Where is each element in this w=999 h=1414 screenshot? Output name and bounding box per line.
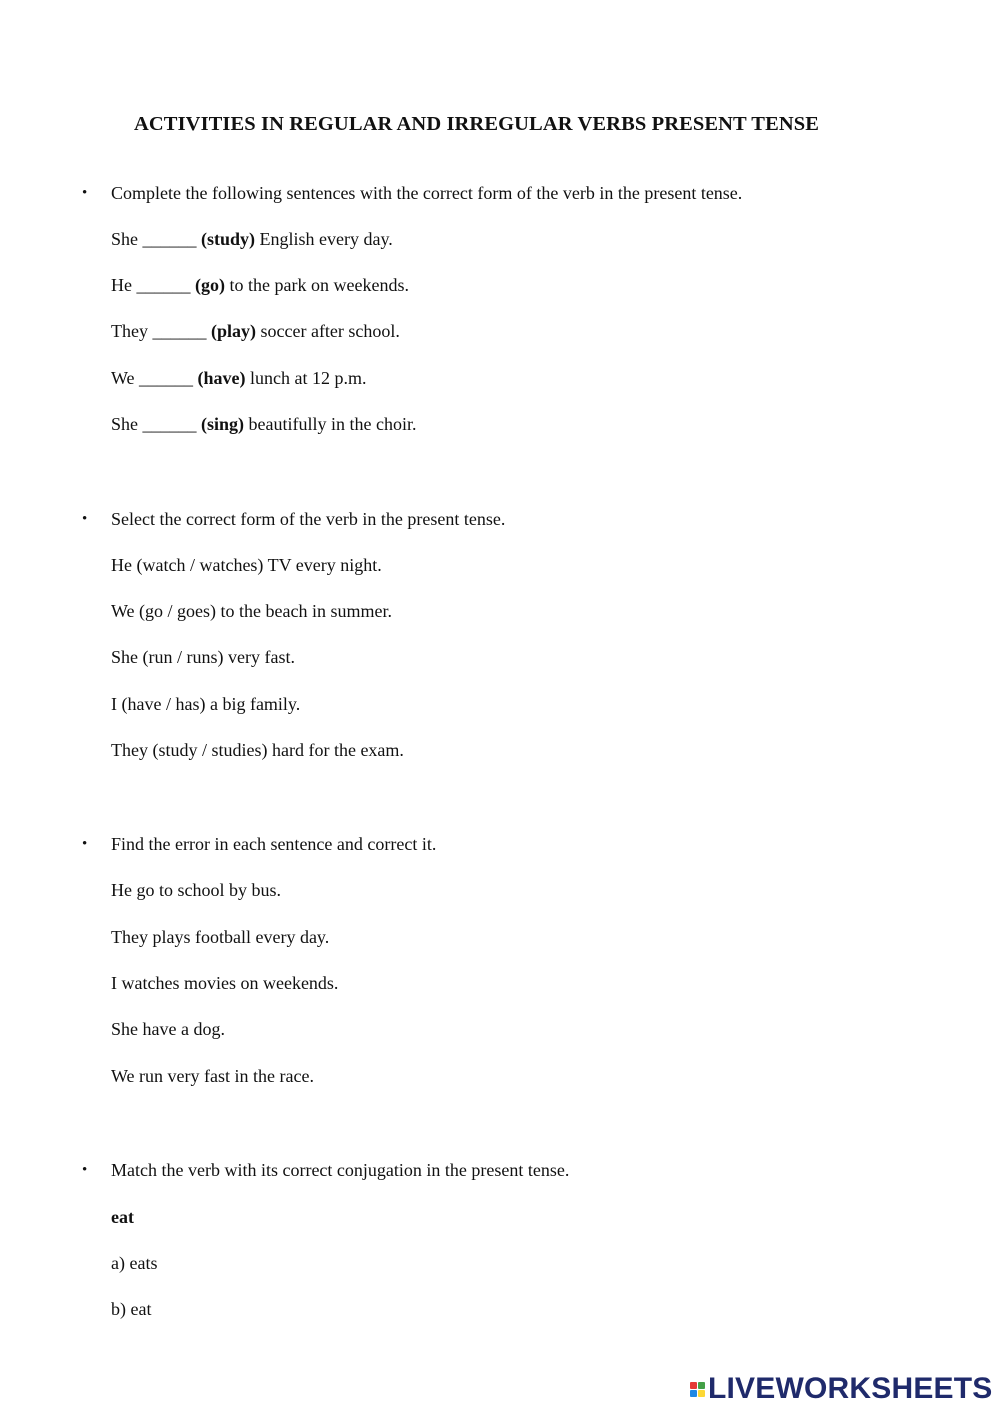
fill-sentence — [111, 367, 367, 389]
error-sentence: I watches movies on weekends. — [111, 973, 339, 993]
sentence-start: He ______ — [111, 275, 195, 295]
logo-square — [690, 1382, 697, 1389]
verb-hint: (sing) — [201, 414, 245, 434]
sentence-end: to the park on weekends. — [225, 275, 409, 295]
match-option: a) eats — [111, 1253, 158, 1273]
sentence-end: beautifully in the choir. — [244, 414, 417, 434]
select-sentence: We (go / goes) to the beach in summer. — [111, 601, 392, 621]
error-sentence: We run very fast in the race. — [111, 1066, 314, 1086]
logo-square — [690, 1390, 697, 1397]
sentence-end: English every day. — [255, 229, 393, 249]
sentence-start: She ______ — [111, 229, 201, 249]
match-verb: eat — [111, 1207, 134, 1227]
logo-square — [698, 1390, 705, 1397]
verb-hint: (go) — [195, 275, 225, 295]
select-sentence: She (run / runs) very fast. — [111, 647, 295, 667]
bullet-3: • — [82, 836, 88, 852]
fill-sentence — [111, 320, 400, 342]
sentence-start: They ______ — [111, 321, 211, 341]
sentence-end: lunch at 12 p.m. — [245, 368, 367, 388]
verb-hint: (study) — [201, 229, 256, 249]
section3-instruction: Find the error in each sentence and correct it. — [111, 834, 437, 854]
bullet-4: • — [82, 1162, 88, 1178]
error-sentence: She have a dog. — [111, 1019, 225, 1039]
fill-sentence — [111, 228, 393, 250]
error-sentence: He go to school by bus. — [111, 880, 281, 900]
section1-instruction: Complete the following sentences with the correct form of the verb in the present tense. — [111, 183, 743, 203]
sentence-start: She ______ — [111, 414, 201, 434]
verb-hint: (have) — [197, 368, 246, 388]
error-sentence: They plays football every day. — [111, 927, 330, 947]
select-sentence: He (watch / watches) TV every night. — [111, 555, 382, 575]
sentence-start: We ______ — [111, 368, 198, 388]
logo-text: LIVEWORKSHEETS — [708, 1372, 993, 1405]
logo-square — [698, 1382, 705, 1389]
select-sentence: I (have / has) a big family. — [111, 694, 301, 714]
logo-mark-icon — [690, 1382, 705, 1397]
bullet-1: • — [82, 185, 88, 201]
liveworksheets-logo — [690, 1372, 993, 1406]
bullet-2: • — [82, 511, 88, 527]
section4-instruction: Match the verb with its correct conjugation in the present tense. — [111, 1160, 570, 1180]
section2-instruction: Select the correct form of the verb in the present tense. — [111, 509, 506, 529]
sentence-end: soccer after school. — [255, 321, 400, 341]
fill-sentence — [111, 413, 416, 435]
fill-sentence — [111, 274, 409, 296]
select-sentence: They (study / studies) hard for the exam. — [111, 740, 404, 760]
verb-hint: (play) — [210, 321, 256, 341]
page-title: ACTIVITIES IN REGULAR AND IRREGULAR VERBS PRESENT TENSE — [134, 113, 820, 135]
match-option: b) eat — [111, 1299, 152, 1319]
